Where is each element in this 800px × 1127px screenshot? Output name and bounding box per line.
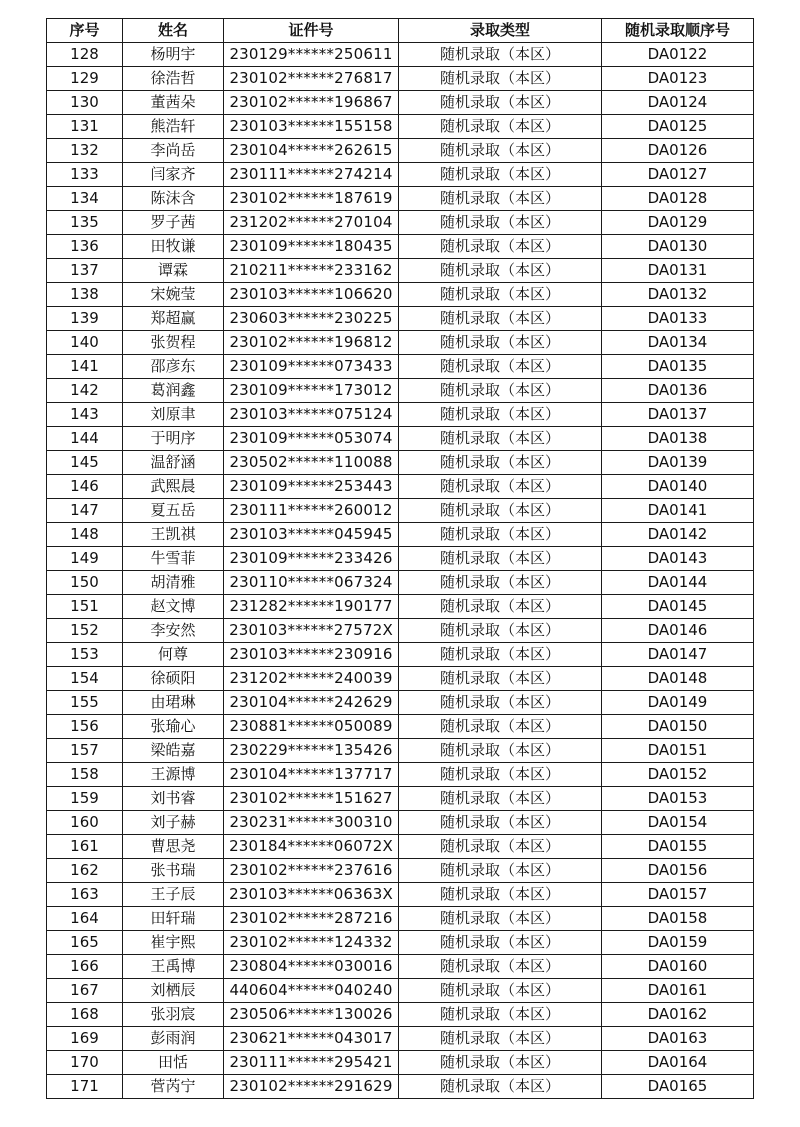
cell-admission-type: 随机录取（本区） [399,163,602,187]
cell-random-sequence: DA0149 [602,691,754,715]
cell-random-sequence: DA0143 [602,547,754,571]
cell-name: 菅芮宁 [123,1075,224,1099]
cell-id-number: 230103******06363X [224,883,399,907]
cell-serial-number: 134 [47,187,123,211]
cell-name: 牛雪菲 [123,547,224,571]
cell-id-number: 230104******137717 [224,763,399,787]
cell-random-sequence: DA0158 [602,907,754,931]
cell-random-sequence: DA0163 [602,1027,754,1051]
cell-name: 谭霖 [123,259,224,283]
cell-name: 王禹博 [123,955,224,979]
cell-name: 赵文博 [123,595,224,619]
cell-name: 张瑜心 [123,715,224,739]
cell-admission-type: 随机录取（本区） [399,91,602,115]
cell-serial-number: 137 [47,259,123,283]
cell-id-number: 230109******180435 [224,235,399,259]
cell-serial-number: 165 [47,931,123,955]
cell-admission-type: 随机录取（本区） [399,259,602,283]
cell-id-number: 210211******233162 [224,259,399,283]
cell-id-number: 230103******075124 [224,403,399,427]
table-row [47,811,754,835]
cell-id-number: 230103******045945 [224,523,399,547]
cell-id-number: 230102******276817 [224,67,399,91]
header-random-sequence: 随机录取顺序号 [602,19,754,43]
cell-id-number: 230231******300310 [224,811,399,835]
cell-name: 王子辰 [123,883,224,907]
cell-serial-number: 140 [47,331,123,355]
cell-name: 李安然 [123,619,224,643]
cell-name: 葛润鑫 [123,379,224,403]
cell-admission-type: 随机录取（本区） [399,859,602,883]
cell-id-number: 230621******043017 [224,1027,399,1051]
header-id-number: 证件号 [224,19,399,43]
cell-serial-number: 143 [47,403,123,427]
table-row [47,1027,754,1051]
table-row [47,1003,754,1027]
cell-serial-number: 168 [47,1003,123,1027]
cell-id-number: 230110******067324 [224,571,399,595]
cell-admission-type: 随机录取（本区） [399,907,602,931]
admission-table [46,18,754,1099]
cell-admission-type: 随机录取（本区） [399,595,602,619]
cell-admission-type: 随机录取（本区） [399,427,602,451]
table-row [47,91,754,115]
cell-admission-type: 随机录取（本区） [399,451,602,475]
cell-admission-type: 随机录取（本区） [399,139,602,163]
cell-admission-type: 随机录取（本区） [399,1003,602,1027]
cell-name: 闫家齐 [123,163,224,187]
cell-serial-number: 132 [47,139,123,163]
cell-serial-number: 148 [47,523,123,547]
cell-random-sequence: DA0137 [602,403,754,427]
cell-id-number: 230129******250611 [224,43,399,67]
cell-serial-number: 139 [47,307,123,331]
cell-admission-type: 随机录取（本区） [399,1051,602,1075]
cell-admission-type: 随机录取（本区） [399,667,602,691]
cell-random-sequence: DA0160 [602,955,754,979]
cell-id-number: 230506******130026 [224,1003,399,1027]
cell-name: 王源博 [123,763,224,787]
cell-admission-type: 随机录取（本区） [399,43,602,67]
cell-serial-number: 170 [47,1051,123,1075]
cell-random-sequence: DA0144 [602,571,754,595]
cell-random-sequence: DA0132 [602,283,754,307]
cell-random-sequence: DA0135 [602,355,754,379]
cell-random-sequence: DA0133 [602,307,754,331]
cell-random-sequence: DA0136 [602,379,754,403]
cell-admission-type: 随机录取（本区） [399,1075,602,1099]
table-row [47,43,754,67]
table-row [47,835,754,859]
cell-id-number: 230102******196812 [224,331,399,355]
cell-random-sequence: DA0126 [602,139,754,163]
cell-serial-number: 164 [47,907,123,931]
table-row [47,931,754,955]
table-body [47,43,754,1099]
cell-id-number: 231202******270104 [224,211,399,235]
table-row [47,523,754,547]
cell-serial-number: 159 [47,787,123,811]
cell-serial-number: 130 [47,91,123,115]
cell-random-sequence: DA0145 [602,595,754,619]
table-row [47,331,754,355]
table-row [47,619,754,643]
cell-random-sequence: DA0164 [602,1051,754,1075]
cell-admission-type: 随机录取（本区） [399,811,602,835]
cell-name: 武熙晨 [123,475,224,499]
cell-id-number: 230502******110088 [224,451,399,475]
cell-name: 徐硕阳 [123,667,224,691]
table-row [47,67,754,91]
cell-random-sequence: DA0156 [602,859,754,883]
cell-name: 田恬 [123,1051,224,1075]
cell-name: 何尊 [123,643,224,667]
cell-name: 罗子茜 [123,211,224,235]
cell-admission-type: 随机录取（本区） [399,787,602,811]
table-row [47,115,754,139]
cell-id-number: 230804******030016 [224,955,399,979]
cell-id-number: 230102******196867 [224,91,399,115]
cell-name: 彭雨润 [123,1027,224,1051]
cell-random-sequence: DA0130 [602,235,754,259]
cell-admission-type: 随机录取（本区） [399,955,602,979]
cell-admission-type: 随机录取（本区） [399,379,602,403]
cell-random-sequence: DA0157 [602,883,754,907]
cell-serial-number: 150 [47,571,123,595]
cell-admission-type: 随机录取（本区） [399,355,602,379]
table-row [47,235,754,259]
cell-name: 郑超赢 [123,307,224,331]
table-row [47,307,754,331]
cell-random-sequence: DA0150 [602,715,754,739]
cell-id-number: 230102******124332 [224,931,399,955]
cell-serial-number: 128 [47,43,123,67]
cell-id-number: 230111******295421 [224,1051,399,1075]
cell-serial-number: 147 [47,499,123,523]
cell-admission-type: 随机录取（本区） [399,283,602,307]
cell-serial-number: 144 [47,427,123,451]
cell-random-sequence: DA0141 [602,499,754,523]
cell-admission-type: 随机录取（本区） [399,475,602,499]
cell-name: 李尚岳 [123,139,224,163]
cell-name: 田牧谦 [123,235,224,259]
cell-serial-number: 142 [47,379,123,403]
cell-name: 刘书睿 [123,787,224,811]
cell-id-number: 230102******151627 [224,787,399,811]
cell-random-sequence: DA0153 [602,787,754,811]
cell-admission-type: 随机录取（本区） [399,331,602,355]
table-row [47,163,754,187]
cell-id-number: 230102******291629 [224,1075,399,1099]
cell-serial-number: 141 [47,355,123,379]
cell-admission-type: 随机录取（本区） [399,883,602,907]
cell-id-number: 230184******06072X [224,835,399,859]
cell-serial-number: 161 [47,835,123,859]
cell-name: 胡清雅 [123,571,224,595]
cell-random-sequence: DA0146 [602,619,754,643]
table-row [47,427,754,451]
cell-id-number: 230102******237616 [224,859,399,883]
cell-serial-number: 151 [47,595,123,619]
cell-admission-type: 随机录取（本区） [399,619,602,643]
cell-random-sequence: DA0165 [602,1075,754,1099]
cell-name: 于明序 [123,427,224,451]
cell-random-sequence: DA0159 [602,931,754,955]
cell-random-sequence: DA0127 [602,163,754,187]
table-row [47,571,754,595]
table-row [47,451,754,475]
table-row [47,691,754,715]
cell-serial-number: 152 [47,619,123,643]
cell-serial-number: 153 [47,643,123,667]
table-row [47,499,754,523]
cell-id-number: 230109******073433 [224,355,399,379]
cell-random-sequence: DA0124 [602,91,754,115]
cell-id-number: 230103******230916 [224,643,399,667]
cell-serial-number: 156 [47,715,123,739]
table-row [47,355,754,379]
cell-admission-type: 随机录取（本区） [399,931,602,955]
cell-admission-type: 随机录取（本区） [399,235,602,259]
table-row [47,883,754,907]
cell-admission-type: 随机录取（本区） [399,187,602,211]
cell-serial-number: 162 [47,859,123,883]
cell-id-number: 230111******260012 [224,499,399,523]
cell-random-sequence: DA0128 [602,187,754,211]
cell-random-sequence: DA0139 [602,451,754,475]
cell-name: 田轩瑞 [123,907,224,931]
cell-admission-type: 随机录取（本区） [399,643,602,667]
table-row [47,955,754,979]
cell-name: 梁皓嘉 [123,739,224,763]
cell-name: 刘原聿 [123,403,224,427]
table-row [47,859,754,883]
cell-serial-number: 160 [47,811,123,835]
cell-id-number: 230103******106620 [224,283,399,307]
table-header-row [47,19,754,43]
cell-name: 熊浩轩 [123,115,224,139]
cell-id-number: 230109******253443 [224,475,399,499]
cell-random-sequence: DA0142 [602,523,754,547]
cell-random-sequence: DA0161 [602,979,754,1003]
table-row [47,475,754,499]
table-row [47,667,754,691]
cell-serial-number: 135 [47,211,123,235]
cell-serial-number: 138 [47,283,123,307]
cell-admission-type: 随机录取（本区） [399,523,602,547]
header-serial-number: 序号 [47,19,123,43]
cell-random-sequence: DA0154 [602,811,754,835]
cell-id-number: 230102******287216 [224,907,399,931]
table-row [47,763,754,787]
cell-serial-number: 167 [47,979,123,1003]
table-row [47,595,754,619]
cell-random-sequence: DA0148 [602,667,754,691]
table-row [47,139,754,163]
cell-id-number: 230881******050089 [224,715,399,739]
cell-admission-type: 随机录取（本区） [399,715,602,739]
table-row [47,979,754,1003]
cell-admission-type: 随机录取（本区） [399,835,602,859]
cell-random-sequence: DA0125 [602,115,754,139]
cell-name: 董茜朵 [123,91,224,115]
cell-serial-number: 169 [47,1027,123,1051]
cell-serial-number: 155 [47,691,123,715]
cell-name: 邵彦东 [123,355,224,379]
table-row [47,187,754,211]
cell-random-sequence: DA0162 [602,1003,754,1027]
cell-random-sequence: DA0155 [602,835,754,859]
table-row [47,379,754,403]
cell-name: 由珺琳 [123,691,224,715]
table-row [47,643,754,667]
cell-admission-type: 随机录取（本区） [399,691,602,715]
cell-id-number: 230104******242629 [224,691,399,715]
cell-name: 崔宇熙 [123,931,224,955]
cell-random-sequence: DA0134 [602,331,754,355]
cell-name: 温舒涵 [123,451,224,475]
cell-name: 夏五岳 [123,499,224,523]
cell-id-number: 230104******262615 [224,139,399,163]
table-row [47,283,754,307]
cell-name: 张书瑞 [123,859,224,883]
header-admission-type: 录取类型 [399,19,602,43]
table-row [47,403,754,427]
cell-id-number: 440604******040240 [224,979,399,1003]
cell-id-number: 230111******274214 [224,163,399,187]
cell-random-sequence: DA0147 [602,643,754,667]
cell-name: 刘栖辰 [123,979,224,1003]
cell-id-number: 231282******190177 [224,595,399,619]
cell-random-sequence: DA0123 [602,67,754,91]
table-row [47,211,754,235]
cell-serial-number: 154 [47,667,123,691]
cell-admission-type: 随机录取（本区） [399,739,602,763]
table-row [47,259,754,283]
cell-id-number: 230109******233426 [224,547,399,571]
cell-random-sequence: DA0152 [602,763,754,787]
cell-serial-number: 145 [47,451,123,475]
cell-admission-type: 随机录取（本区） [399,1027,602,1051]
table-row [47,715,754,739]
cell-serial-number: 146 [47,475,123,499]
cell-serial-number: 133 [47,163,123,187]
cell-id-number: 230229******135426 [224,739,399,763]
cell-admission-type: 随机录取（本区） [399,979,602,1003]
cell-id-number: 230103******155158 [224,115,399,139]
table-row [47,907,754,931]
table-row [47,1051,754,1075]
cell-admission-type: 随机录取（本区） [399,547,602,571]
table-row [47,1075,754,1099]
cell-random-sequence: DA0138 [602,427,754,451]
cell-id-number: 230103******27572X [224,619,399,643]
cell-admission-type: 随机录取（本区） [399,67,602,91]
cell-random-sequence: DA0140 [602,475,754,499]
cell-admission-type: 随机录取（本区） [399,403,602,427]
cell-name: 曹思尧 [123,835,224,859]
table-row [47,787,754,811]
cell-name: 陈沫含 [123,187,224,211]
admission-list-sheet [46,18,754,1099]
table-row [47,547,754,571]
cell-name: 张贺程 [123,331,224,355]
cell-id-number: 230109******053074 [224,427,399,451]
cell-admission-type: 随机录取（本区） [399,499,602,523]
cell-id-number: 230603******230225 [224,307,399,331]
cell-admission-type: 随机录取（本区） [399,571,602,595]
cell-serial-number: 129 [47,67,123,91]
cell-random-sequence: DA0122 [602,43,754,67]
cell-serial-number: 131 [47,115,123,139]
cell-serial-number: 158 [47,763,123,787]
cell-serial-number: 171 [47,1075,123,1099]
cell-random-sequence: DA0129 [602,211,754,235]
cell-serial-number: 149 [47,547,123,571]
cell-random-sequence: DA0131 [602,259,754,283]
cell-name: 徐浩哲 [123,67,224,91]
cell-id-number: 230109******173012 [224,379,399,403]
cell-serial-number: 136 [47,235,123,259]
cell-name: 张羽宸 [123,1003,224,1027]
cell-name: 宋婉莹 [123,283,224,307]
header-name: 姓名 [123,19,224,43]
cell-admission-type: 随机录取（本区） [399,115,602,139]
cell-name: 杨明宇 [123,43,224,67]
cell-id-number: 230102******187619 [224,187,399,211]
table-row [47,739,754,763]
cell-serial-number: 163 [47,883,123,907]
cell-serial-number: 157 [47,739,123,763]
cell-random-sequence: DA0151 [602,739,754,763]
cell-name: 王凯祺 [123,523,224,547]
cell-admission-type: 随机录取（本区） [399,763,602,787]
cell-serial-number: 166 [47,955,123,979]
cell-name: 刘子赫 [123,811,224,835]
cell-id-number: 231202******240039 [224,667,399,691]
cell-admission-type: 随机录取（本区） [399,307,602,331]
cell-admission-type: 随机录取（本区） [399,211,602,235]
